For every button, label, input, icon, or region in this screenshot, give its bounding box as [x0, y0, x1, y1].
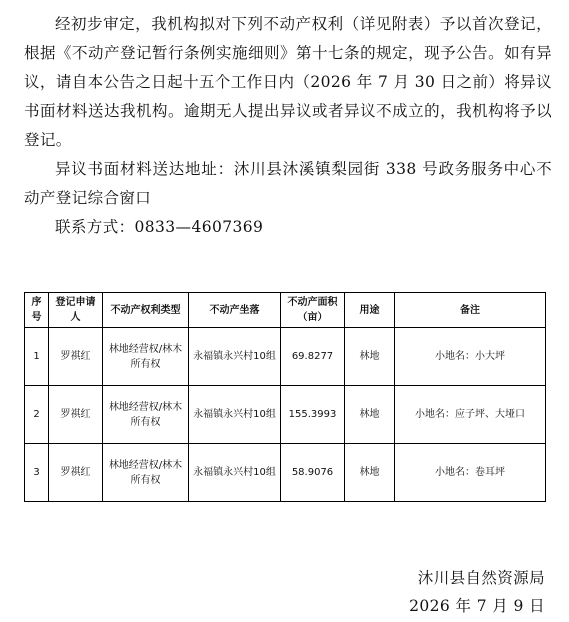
notice-paragraph-main: 经初步审定，我机构拟对下列不动产权利（详见附表）予以首次登记，根据《不动产登记暂行条例实施细则》第十七条的规定，现予公告。如有异议，请自本公告之日起十五个工作日内（2026 年 7 月 30 日之前）将异议书面材料送达我机构。逾期无人提出异议或者异议不成立的，我机构将予以登记。 [24, 15, 552, 149]
cell-remark: 小地名：卷耳坪 [395, 444, 546, 502]
cell-applicant: 罗祺红 [49, 328, 103, 386]
header-location: 不动产坐落 [189, 293, 281, 328]
cell-use: 林地 [345, 328, 395, 386]
cell-use: 林地 [345, 386, 395, 444]
cell-seq: 2 [25, 386, 49, 444]
cell-location: 永福镇永兴村10组 [189, 444, 281, 502]
table-row [25, 386, 546, 444]
cell-seq: 1 [25, 328, 49, 386]
cell-right-type: 林地经营权/林木所有权 [103, 444, 189, 502]
notice-paragraph-address: 异议书面材料送达地址：沐川县沐溪镇梨园街 338 号政务服务中心不动产登记综合窗口 [24, 160, 552, 207]
cell-right-type: 林地经营权/林木所有权 [103, 386, 189, 444]
cell-area: 155.3993 [281, 386, 345, 444]
table-row [25, 328, 546, 386]
notice-paragraph-contact: 联系方式：0833—4607369 [55, 218, 264, 236]
header-area: 不动产面积（亩） [281, 293, 345, 328]
notice-body [24, 0, 552, 242]
cell-remark: 小地名：应子坪、大垭口 [395, 386, 546, 444]
property-registration-table [24, 292, 546, 502]
cell-area: 69.8277 [281, 328, 345, 386]
header-use: 用途 [345, 293, 395, 328]
cell-use: 林地 [345, 444, 395, 502]
cell-applicant: 罗祺红 [49, 386, 103, 444]
issuing-organization: 沐川县自然资源局 [417, 569, 545, 587]
cell-seq: 3 [25, 444, 49, 502]
header-right-type: 不动产权利类型 [103, 293, 189, 328]
cell-location: 永福镇永兴村10组 [189, 386, 281, 444]
table-header-row [25, 293, 546, 328]
cell-location: 永福镇永兴村10组 [189, 328, 281, 386]
cell-area: 58.9076 [281, 444, 345, 502]
cell-right-type: 林地经营权/林木所有权 [103, 328, 189, 386]
header-seq: 序号 [25, 293, 49, 328]
header-remark: 备注 [395, 293, 546, 328]
header-applicant: 登记申请人 [49, 293, 103, 328]
issue-date: 2026 年 7 月 9 日 [409, 597, 545, 615]
cell-remark: 小地名：小大坪 [395, 328, 546, 386]
cell-applicant: 罗祺红 [49, 444, 103, 502]
table-row [25, 444, 546, 502]
